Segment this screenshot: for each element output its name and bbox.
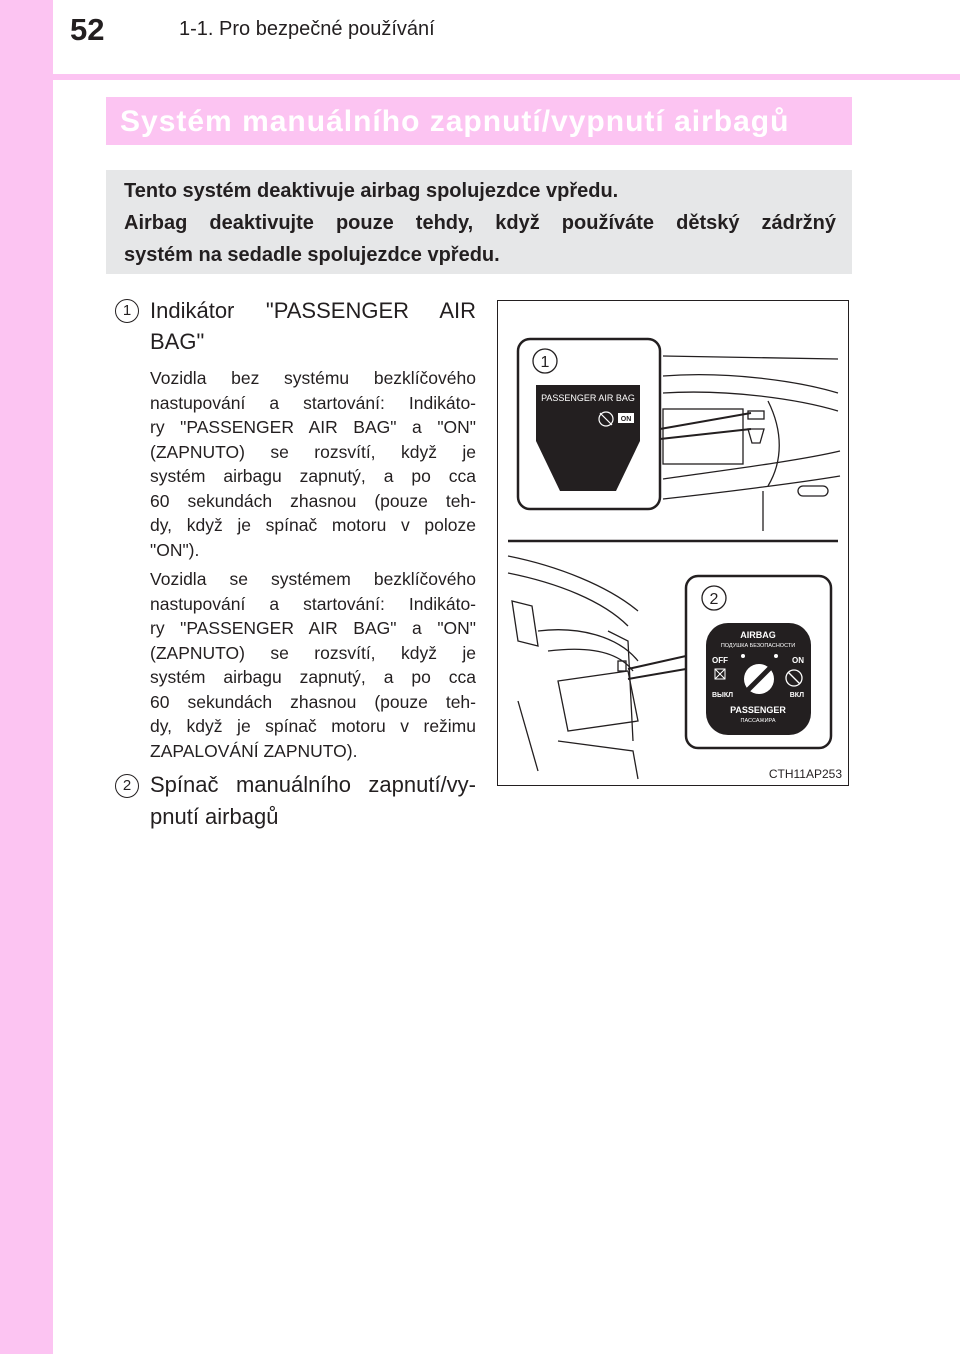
- header-rule: [0, 74, 960, 80]
- page-number: 52: [70, 12, 105, 47]
- para-line: "ON").: [150, 539, 200, 560]
- glovebox-lines: [508, 556, 638, 779]
- para-line: Vozidla se systémem bezklíčového: [150, 569, 476, 589]
- item-number-icon: 1: [115, 299, 139, 323]
- callout-2: 2: [709, 591, 719, 608]
- item-1-title-line-1: Indikátor "PASSENGER AIR: [150, 298, 476, 323]
- intro-line-3: systém na sedadle spolujezdce vpředu.: [124, 244, 500, 266]
- section-title: Systém manuálního zapnutí/vypnutí airbagů: [120, 105, 790, 138]
- para-line: ZAPALOVÁNÍ ZAPNUTO).: [150, 740, 358, 761]
- item-number-icon: 2: [115, 774, 139, 798]
- item-1-paragraph-2: [150, 567, 476, 763]
- para-line: ry "PASSENGER AIR BAG" a "ON": [150, 618, 476, 638]
- item-2-title-line-1: Spínač manuálního zapnutí/vy-: [150, 772, 476, 797]
- chapter-title: 1-1. Pro bezpečné používání: [179, 18, 435, 40]
- para-line: systém airbagu zapnutý, a po cca: [150, 466, 476, 486]
- para-line: (ZAPNUTO) se rozsvítí, když je: [150, 642, 476, 663]
- section-heading: [106, 97, 852, 145]
- para-line: 60 sekundách zhasnou (pouze teh-: [150, 691, 476, 712]
- airbag-illustration: [497, 300, 849, 786]
- para-line: 60 sekundách zhasnou (pouze teh-: [150, 490, 476, 511]
- indicator-on: ON: [620, 416, 632, 423]
- switch-on: ON: [792, 656, 804, 665]
- para-line: (ZAPNUTO) se rozsvítí, když je: [150, 441, 476, 462]
- para-line: dy, když je spínač motoru v poloze: [150, 515, 476, 535]
- para-line: ry "PASSENGER AIR BAG" a "ON": [150, 417, 476, 437]
- para-line: Vozidla bez systému bezklíčového: [150, 368, 476, 388]
- switch-on-ru: ВКЛ: [789, 692, 804, 699]
- switch-off: OFF: [712, 656, 728, 665]
- item-1-title-line-2: BAG": [150, 329, 205, 354]
- airbag-illustration-drawing: [498, 301, 847, 784]
- chapter-sidebar: [0, 0, 53, 1354]
- para-line: dy, když je spínač motoru v režimu: [150, 716, 476, 736]
- para-line: systém airbagu zapnutý, a po cca: [150, 667, 476, 687]
- para-line: nastupování a startování: Indikáto-: [150, 392, 476, 413]
- item-1-paragraph-1: [150, 366, 476, 562]
- switch-passenger: PASSENGER: [730, 705, 786, 715]
- intro-line-2: Airbag deaktivujte pouze tehdy, když používáte dětský zádržný: [124, 212, 836, 234]
- intro-box: [106, 170, 852, 274]
- callout-1: 1: [540, 354, 550, 371]
- switch-passenger-ru: ПАССАЖИРА: [740, 718, 776, 724]
- dashboard-lines: [663, 356, 840, 531]
- switch-off-ru: ВЫКЛ: [712, 692, 734, 699]
- item-2-title-line-2: pnutí airbagů: [150, 804, 279, 829]
- switch-airbag-ru: ПОДУШКА БЕЗОПАСНОСТИ: [720, 643, 796, 649]
- switch-airbag: AIRBAG: [740, 630, 776, 640]
- intro-line-1: Tento systém deaktivuje airbag spolujezdce vpředu.: [124, 180, 619, 202]
- figure-code: CTH11AP253: [768, 767, 842, 781]
- para-line: nastupování a startování: Indikáto-: [150, 593, 476, 614]
- indicator-label: PASSENGER AIR BAG: [541, 393, 635, 403]
